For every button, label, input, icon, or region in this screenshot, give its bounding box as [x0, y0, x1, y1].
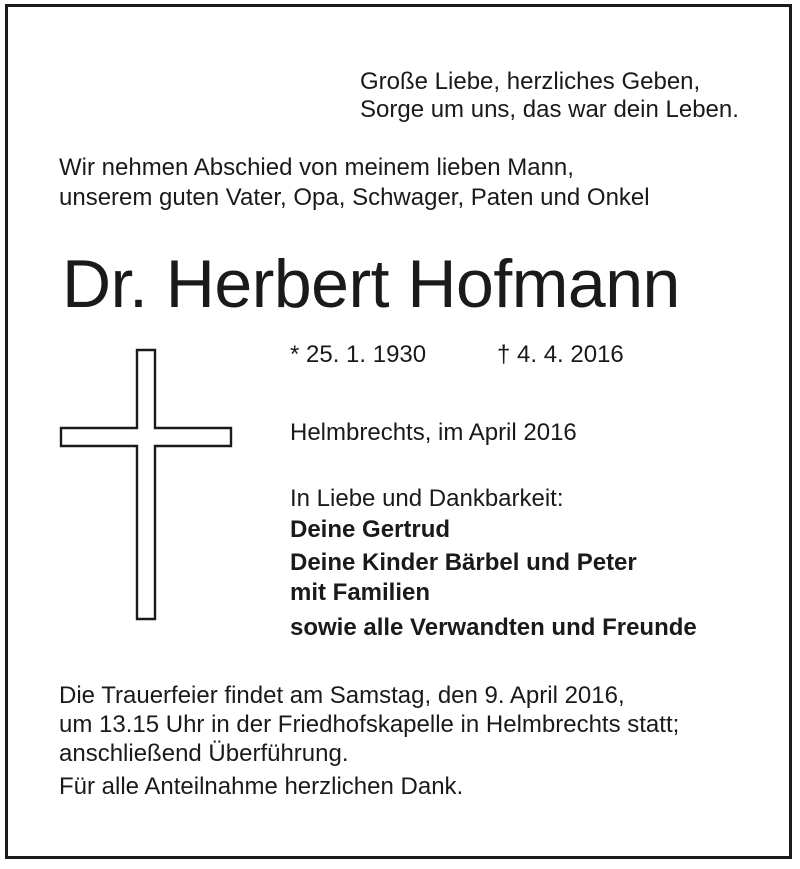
cross-icon [58, 348, 234, 621]
motto-line-1: Große Liebe, herzliches Geben, [360, 68, 701, 95]
intro-line-2: unserem guten Vater, Opa, Schwager, Paten und Onkel [59, 184, 650, 211]
mourner-children: Deine Kinder Bärbel und Peter [290, 549, 637, 576]
intro-line-1: Wir nehmen Abschied von meinem lieben Mann, [59, 154, 574, 181]
mourner-spouse: Deine Gertrud [290, 516, 451, 543]
mourners-intro: In Liebe und Dankbarkeit: [290, 485, 564, 512]
motto-line-2: Sorge um uns, das war dein Leben. [360, 96, 739, 123]
funeral-line-1: Die Trauerfeier findet am Samstag, den 9. April 2016, [59, 682, 625, 709]
mourner-relatives: sowie alle Verwandten und Freunde [290, 614, 697, 641]
deceased-name: Dr. Herbert Hofmann [62, 246, 680, 322]
death-date: † 4. 4. 2016 [497, 341, 624, 368]
birth-date: * 25. 1. 1930 [290, 341, 427, 368]
place-date: Helmbrechts, im April 2016 [290, 419, 577, 446]
funeral-line-2: um 13.15 Uhr in der Friedhofskapelle in Helmbrechts statt; [59, 711, 680, 738]
funeral-thanks: Für alle Anteilnahme herzlichen Dank. [59, 773, 464, 800]
mourner-families: mit Familien [290, 579, 431, 606]
funeral-line-3: anschließend Überführung. [59, 740, 349, 767]
